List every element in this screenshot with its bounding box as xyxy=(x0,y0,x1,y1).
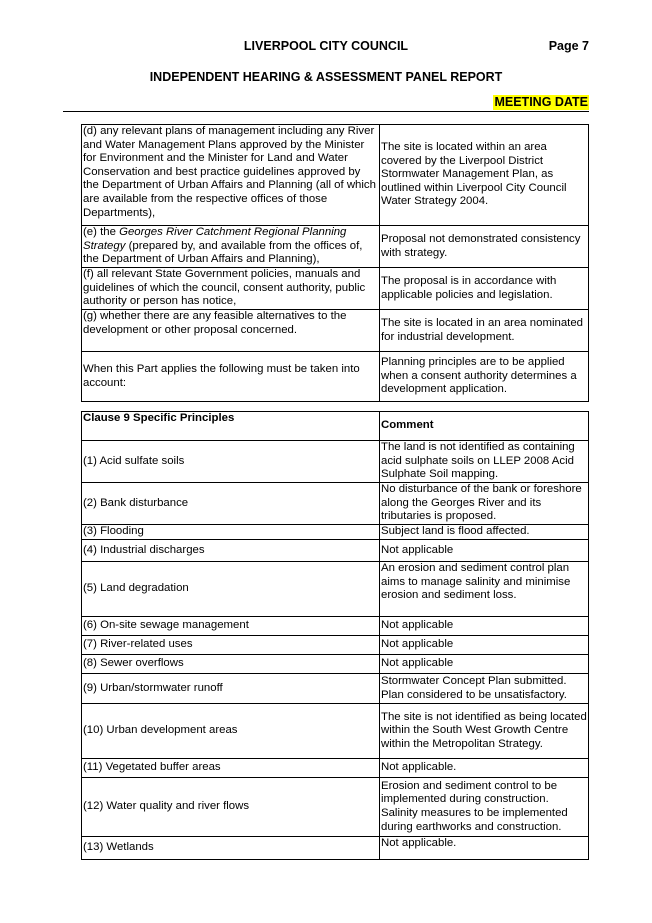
table-row xyxy=(82,441,589,483)
principle-cell: (7) River-related uses xyxy=(82,636,380,655)
meeting-date-label: MEETING DATE xyxy=(494,95,588,109)
response-cell: Proposal not demonstrated consistency with strategy. xyxy=(380,226,589,268)
table-row xyxy=(82,226,589,268)
response-cell: Planning principles are to be applied when a consent authority determines a development application. xyxy=(380,352,589,402)
consideration-text: (e) the xyxy=(83,226,120,238)
table-row xyxy=(82,704,589,759)
table-header-row xyxy=(82,412,589,441)
column-header-principles: Clause 9 Specific Principles xyxy=(82,412,380,441)
principle-cell: (6) On-site sewage management xyxy=(82,617,380,636)
table-row xyxy=(82,617,589,636)
comment-cell: Not applicable. xyxy=(380,837,589,860)
planning-considerations-table xyxy=(81,124,589,402)
principle-cell: (3) Flooding xyxy=(82,525,380,540)
consideration-cell: When this Part applies the following must be taken into account: xyxy=(82,352,380,402)
consideration-cell: (d) any relevant plans of management including any River and Water Management Plans approved by the Minister for Environment and the Minister for Land and Water Conservation and best practice guidelines approved by the Department of Urban Affairs and Planning (all of which are available from the respective offices of those Departments), xyxy=(82,125,380,226)
principle-cell: (2) Bank disturbance xyxy=(82,483,380,525)
principle-cell: (9) Urban/stormwater runoff xyxy=(82,674,380,704)
comment-cell: Not applicable xyxy=(380,636,589,655)
consideration-text: (prepared by, and available from the offices of, the Department of Urban Affairs and Planning), xyxy=(83,239,363,266)
table-row xyxy=(82,525,589,540)
principle-cell: (4) Industrial discharges xyxy=(82,540,380,562)
principle-cell: (11) Vegetated buffer areas xyxy=(82,759,380,778)
table-row xyxy=(82,310,589,352)
consideration-cell xyxy=(82,226,380,268)
response-cell: The site is located in an area nominated for industrial development. xyxy=(380,310,589,352)
report-title: INDEPENDENT HEARING & ASSESSMENT PANEL REPORT xyxy=(149,70,503,84)
principle-cell: (10) Urban development areas xyxy=(82,704,380,759)
table-row xyxy=(82,268,589,310)
council-name: LIVERPOOL CITY COUNCIL xyxy=(243,39,409,53)
comment-cell: Not applicable xyxy=(380,617,589,636)
column-header-comment: Comment xyxy=(380,412,589,441)
table-row xyxy=(82,778,589,837)
table-row xyxy=(82,636,589,655)
response-cell: The site is located within an area covered by the Liverpool District Stormwater Management Plan, as outlined within Liverpool City Council Water Strategy 2004. xyxy=(380,125,589,226)
table-row xyxy=(82,837,589,860)
comment-cell: Not applicable xyxy=(380,655,589,674)
table-row xyxy=(82,674,589,704)
principle-cell: (12) Water quality and river flows xyxy=(82,778,380,837)
header-divider xyxy=(63,111,589,112)
table-row xyxy=(82,759,589,778)
comment-cell: The site is not identified as being located within the South West Growth Centre within the Metropolitan Strategy. xyxy=(380,704,589,759)
comment-cell: The land is not identified as containing acid sulphate soils on LLEP 2008 Acid Sulphate Soil mapping. xyxy=(380,441,589,483)
table-row xyxy=(82,352,589,402)
principle-cell: (8) Sewer overflows xyxy=(82,655,380,674)
page-number: Page 7 xyxy=(548,39,589,53)
comment-cell: Erosion and sediment control to be implemented during construction. Salinity measures to be implemented during earthworks and construction. xyxy=(380,778,589,837)
comment-cell: Not applicable xyxy=(380,540,589,562)
specific-principles-table xyxy=(81,411,589,860)
comment-cell: No disturbance of the bank or foreshore along the Georges River and its tributaries is proposed. xyxy=(380,483,589,525)
principle-cell: (13) Wetlands xyxy=(82,837,380,860)
comment-cell: Stormwater Concept Plan submitted. Plan considered to be unsatisfactory. xyxy=(380,674,589,704)
principle-cell: (1) Acid sulfate soils xyxy=(82,441,380,483)
comment-cell: Subject land is flood affected. xyxy=(380,525,589,540)
table-row xyxy=(82,655,589,674)
comment-cell: An erosion and sediment control plan aims to manage salinity and minimise erosion and sediment loss. xyxy=(380,562,589,617)
table-row xyxy=(82,125,589,226)
comment-cell: Not applicable. xyxy=(380,759,589,778)
strategy-title: Georges River Catchment Regional Planning Strategy xyxy=(83,226,347,252)
consideration-cell: (g) whether there are any feasible alternatives to the development or other proposal concerned. xyxy=(82,310,380,352)
table-row xyxy=(82,562,589,617)
consideration-cell: (f) all relevant State Government policies, manuals and guidelines of which the council, consent authority, public authority or person has notice, xyxy=(82,268,380,310)
table-row xyxy=(82,540,589,562)
table-row xyxy=(82,483,589,525)
response-cell: The proposal is in accordance with applicable policies and legislation. xyxy=(380,268,589,310)
principle-cell: (5) Land degradation xyxy=(82,562,380,617)
